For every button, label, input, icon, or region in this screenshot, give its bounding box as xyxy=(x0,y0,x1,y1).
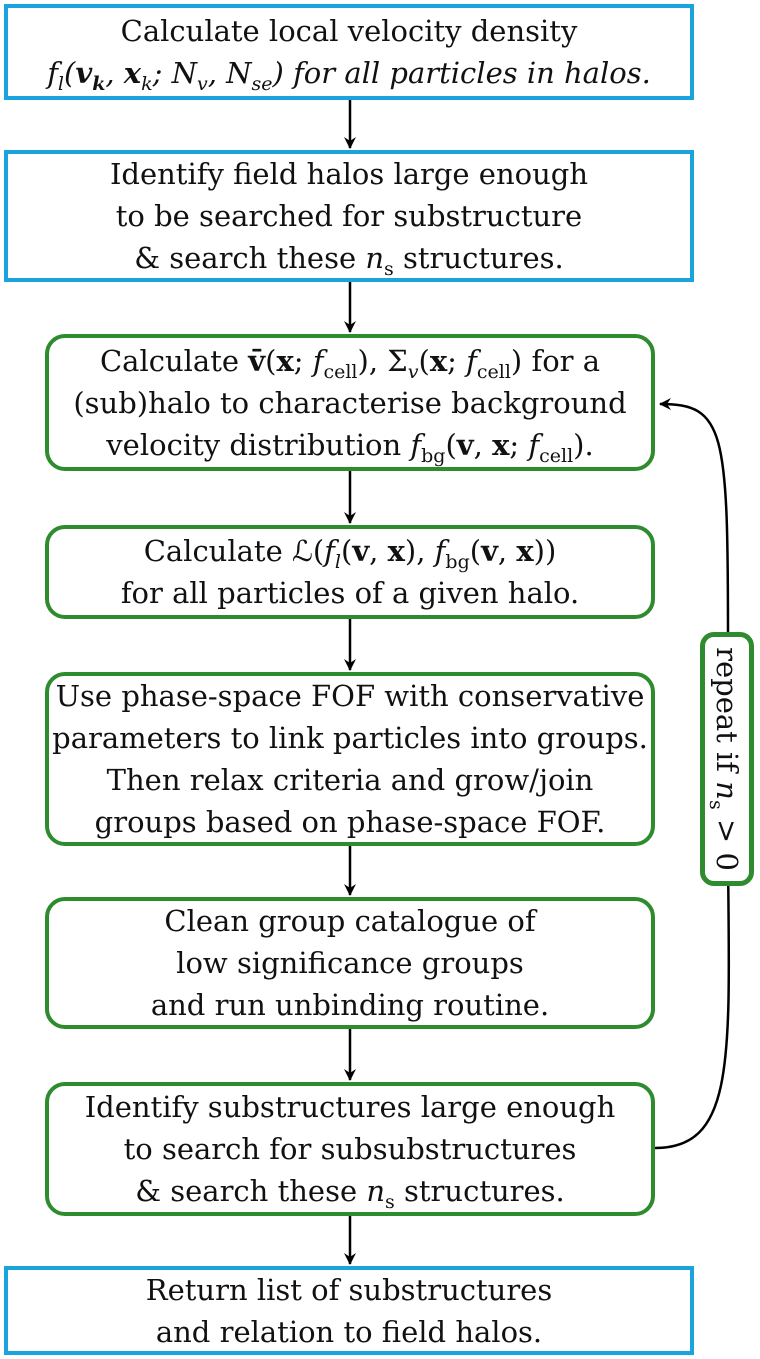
formula: Calculate $ℒ(f_l(v$, x), $f_{bg}(v$, x)) xyxy=(143,534,557,573)
box-text: Identify substructures large enough xyxy=(84,1090,616,1124)
box-text: low significance groups xyxy=(176,946,524,980)
formula: & search these $n_s$ structures. xyxy=(135,1174,565,1213)
box-text: Use phase-space FOF with conservative xyxy=(55,679,645,713)
formula: $f_l(v_k$, $x_k$; $N_v$, $N_{se}$) xyxy=(47,56,284,95)
formula: repeat if $n_s > 0$ xyxy=(705,647,744,871)
box-text: parameters to link particles into groups. xyxy=(52,721,648,755)
box-text: Clean group catalogue of xyxy=(164,904,536,938)
box-text: Then relax criteria and grow/join xyxy=(106,763,594,797)
box-text: Return list of substructures xyxy=(145,1272,553,1307)
formula: Calculate v̄(x; $f_{cell}$), $\Sigma_v(x$; $f_{cell}$) for a xyxy=(99,343,601,383)
formula: & search these $n_s$ structures. xyxy=(134,241,564,280)
box-text: to search for subsubstructures xyxy=(123,1132,577,1166)
box-text: Calculate local velocity density xyxy=(120,14,578,48)
box-text: and relation to field halos. xyxy=(155,1314,543,1349)
box-text: for all particles in halos. xyxy=(283,56,651,90)
formula: velocity distribution $f_{bg}(v$, x; $f_{cell}$). xyxy=(106,427,594,467)
box-text: Identify field halos large enough xyxy=(109,157,589,191)
box-text: (sub)halo to characterise background xyxy=(73,385,627,420)
repeat-loop-label xyxy=(700,632,754,886)
box-text: groups based on phase-space FOF. xyxy=(94,805,606,839)
box-text: to be searched for substructure xyxy=(115,199,583,233)
box-text: and run unbinding routine. xyxy=(150,988,550,1022)
box-text: for all particles of a given halo. xyxy=(120,576,580,610)
